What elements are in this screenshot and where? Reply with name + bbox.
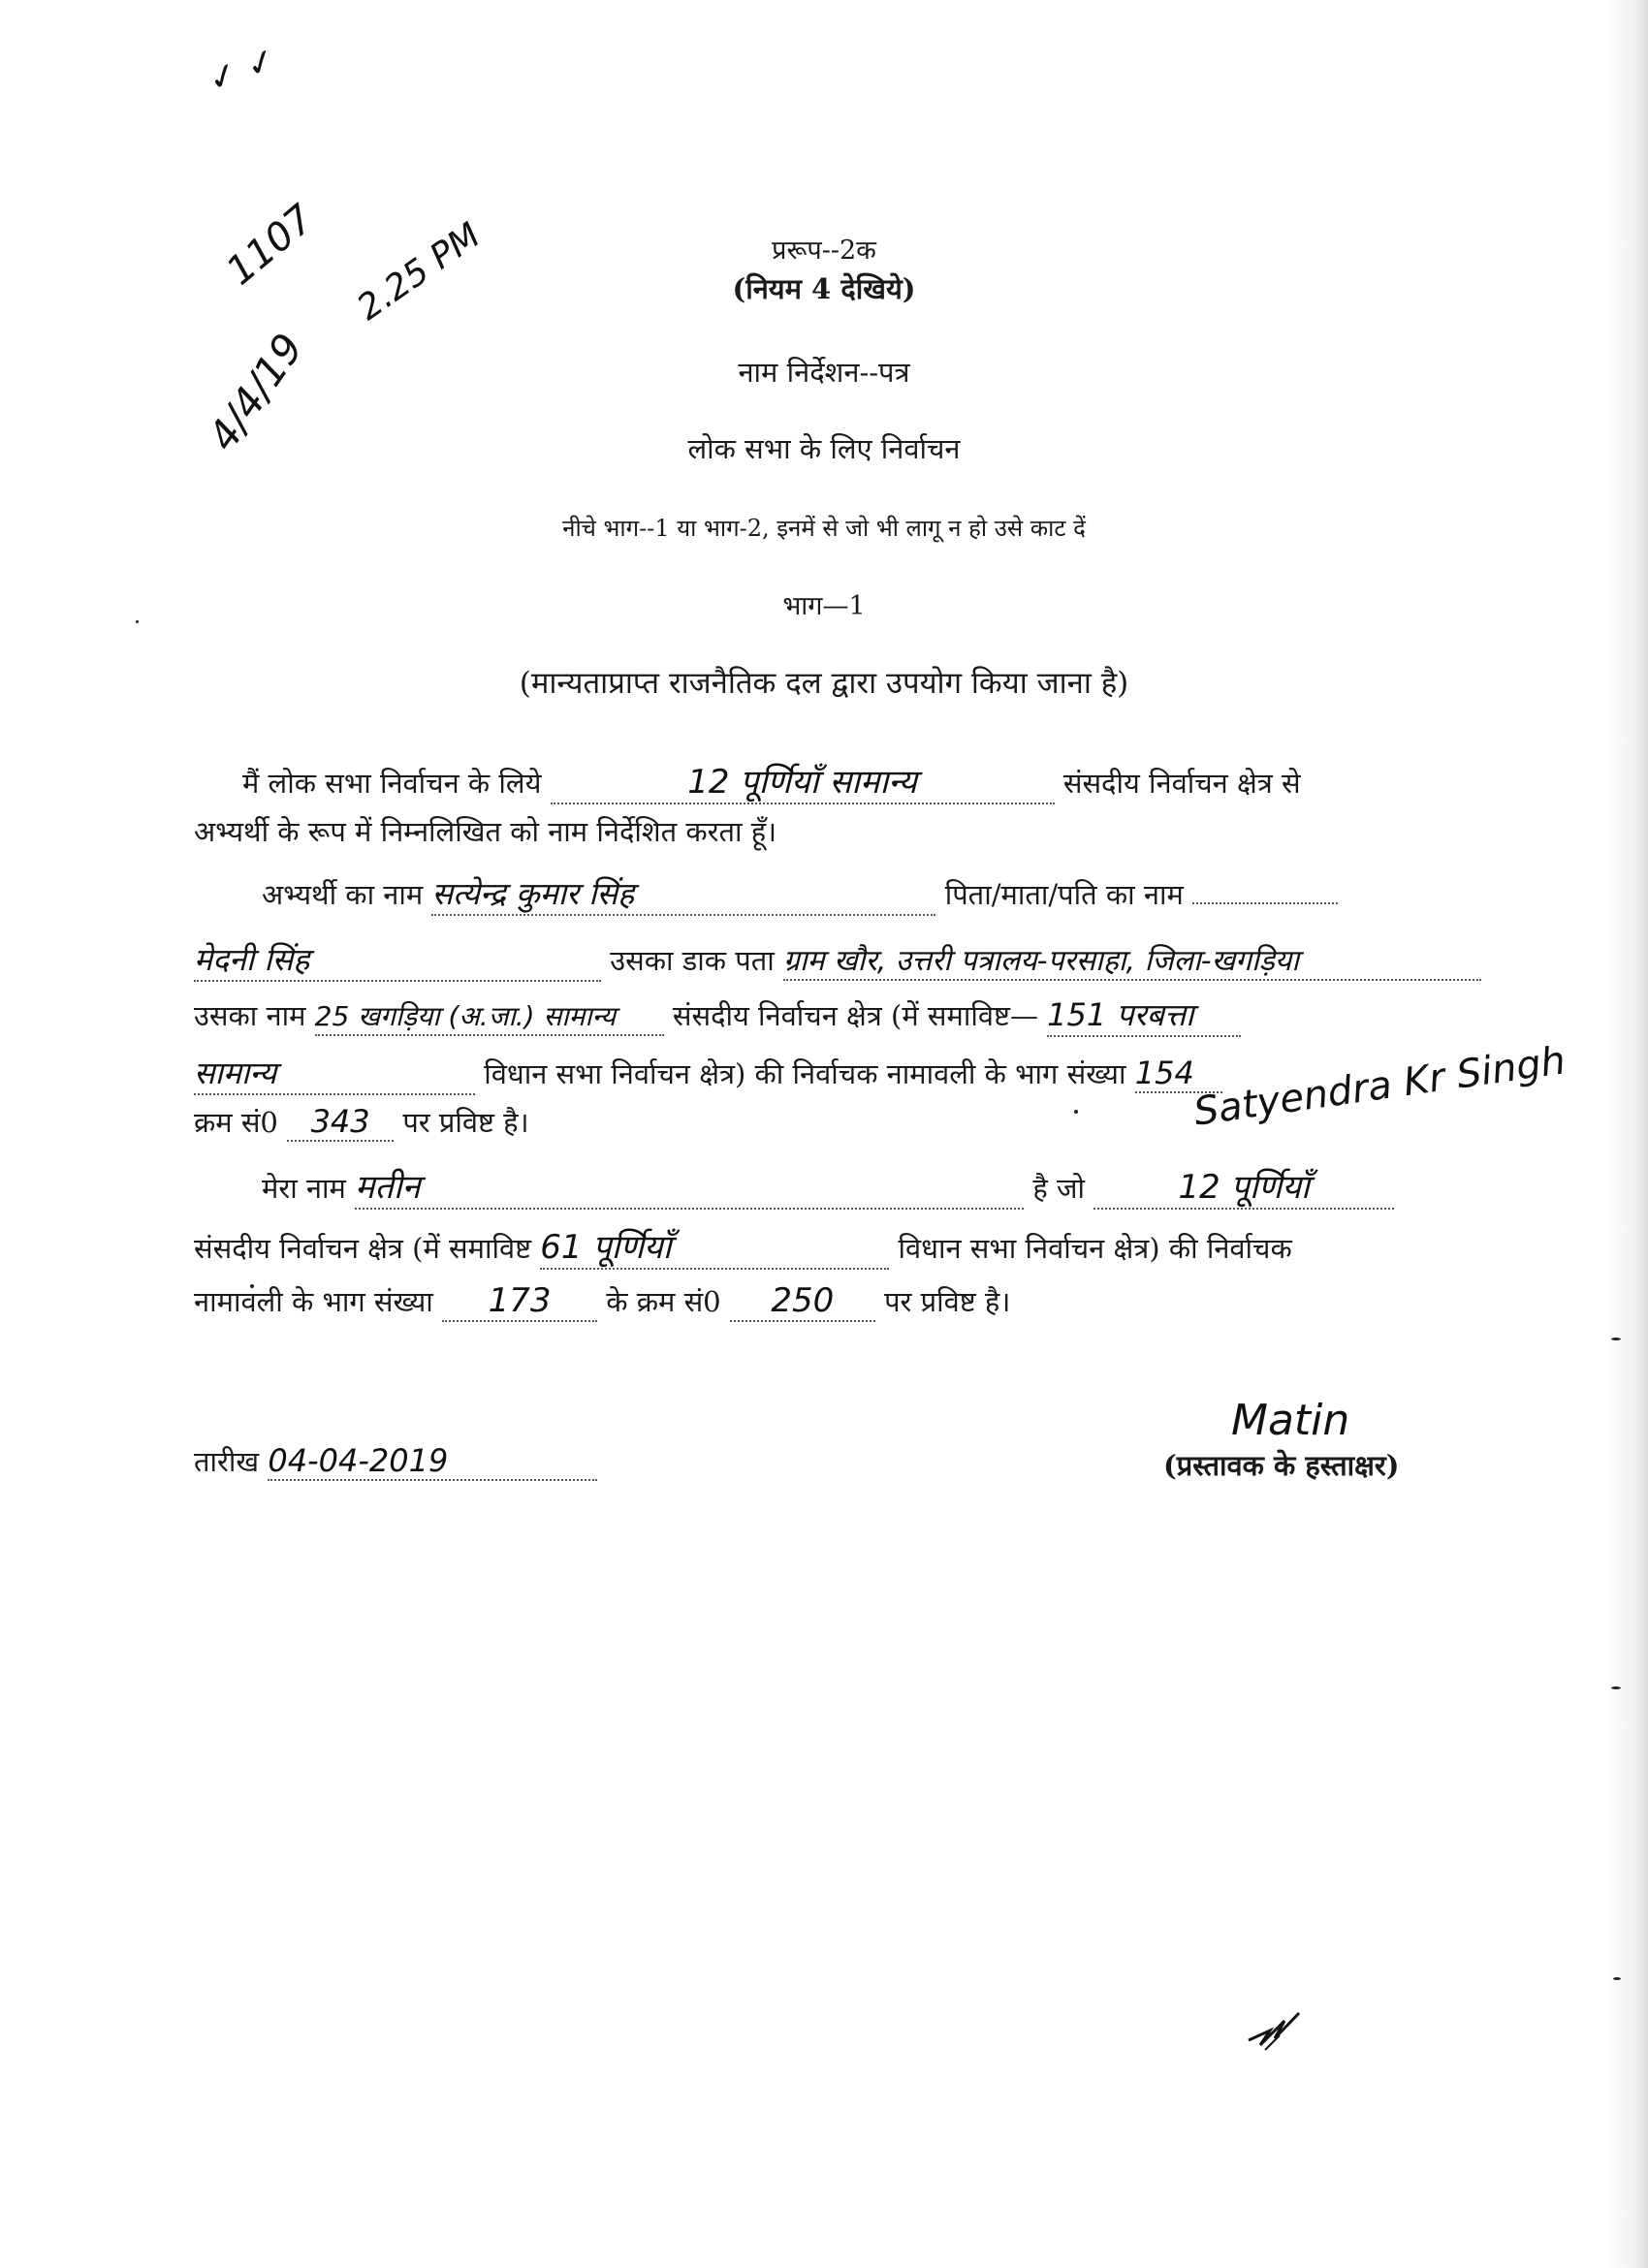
line5-prefix: उसका नाम xyxy=(194,999,306,1032)
parent-name-label: पिता/माता/पति का नाम xyxy=(944,878,1184,911)
proposer-ac-field: 61 पूर्णियाँ xyxy=(540,1223,889,1270)
line7-prefix: क्रम सं0 xyxy=(194,1106,278,1139)
proposer-signature: Matin xyxy=(1231,1396,1350,1445)
ac-number-field: 151 परबत्ता xyxy=(1047,993,1241,1037)
my-name-mid: है जो xyxy=(1032,1172,1085,1205)
form-number: प्ररूप--2क xyxy=(772,236,876,266)
line10-prefix: नामावली के भाग संख्या xyxy=(194,1285,433,1318)
date-row xyxy=(194,1442,597,1481)
margin-note-date: 4/4/19 xyxy=(198,325,313,459)
body-line-5 xyxy=(194,993,1241,1037)
line6-mid: विधान सभा निर्वाचन क्षेत्र) की निर्वाचक नामावली के भाग संख्या xyxy=(484,1057,1126,1090)
rule-reference: (नियम 4 देखिये) xyxy=(732,272,916,305)
pc-field: 25 खगड़िया (अ.जा.) सामान्य xyxy=(315,997,664,1036)
margin-note-time: 2.25 PM xyxy=(350,215,489,329)
constituency-field: 12 पूर्णियाँ सामान्य xyxy=(551,758,1055,804)
scan-speck xyxy=(1611,1686,1621,1689)
ac-category-field: सामान्य xyxy=(194,1052,475,1095)
body-line-7 xyxy=(194,1103,529,1142)
line10-suffix: पर प्रविष्ट है। xyxy=(884,1285,1011,1318)
margin-note-number: 1107 xyxy=(218,196,323,295)
body-line-1 xyxy=(242,758,1301,804)
proposer-name-row xyxy=(262,1163,1394,1210)
part-number-field: 154 xyxy=(1135,1055,1222,1093)
part-note: (मान्यताप्राप्त राजनैतिक दल द्वारा उपयोग किया जाना है) xyxy=(519,666,1129,701)
proposer-name-field: मतीन xyxy=(355,1163,1024,1210)
candidate-name-field: सत्येन्द्र कुमार सिंह xyxy=(431,872,935,916)
scan-speck xyxy=(1613,1977,1621,1980)
scan-edge-shadow xyxy=(1605,0,1648,2268)
candidate-name-label: अभ्यर्थी का नाम xyxy=(262,878,424,911)
ink-scribble xyxy=(1241,2001,1309,2060)
proposer-pc-field: 12 पूर्णियाँ xyxy=(1093,1163,1394,1210)
line7-suffix: पर प्रविष्ट है। xyxy=(402,1106,529,1139)
parent-name-dots xyxy=(1192,902,1338,904)
scan-speck xyxy=(1611,1338,1621,1340)
part-heading: भाग—1 xyxy=(782,591,866,621)
parent-name-field: मेदनी सिंह xyxy=(194,938,601,982)
body-line-10 xyxy=(194,1281,1010,1322)
form-subtitle: लोक सभा के लिए निर्वाचन xyxy=(687,432,961,465)
date-field: 04-04-2019 xyxy=(268,1442,597,1481)
line9-prefix: संसदीय निर्वाचन क्षेत्र (में समाविष्ट xyxy=(194,1232,532,1265)
body-line-9 xyxy=(194,1223,1292,1270)
line5-mid: संसदीय निर्वाचन क्षेत्र (में समाविष्ट— xyxy=(672,999,1038,1032)
body-line-2: अभ्यर्थी के रूप में निम्नलिखित को नाम निर्देशित करता हूँ। xyxy=(194,815,777,848)
address-label: उसका डाक पता xyxy=(610,944,775,977)
proposer-part-field: 173 xyxy=(442,1281,597,1322)
form-title: नाम निर्देशन--पत्र xyxy=(738,356,910,389)
serial-number-field: 343 xyxy=(287,1103,394,1142)
address-field: ग्राम खौर, उत्तरी पत्रालय-परसाहा, जिला-खगड़िया xyxy=(783,939,1481,981)
line1-prefix: मैं लोक सभा निर्वाचन के लिये xyxy=(242,767,542,800)
line9-suffix: विधान सभा निर्वाचन क्षेत्र) की निर्वाचक xyxy=(898,1232,1292,1265)
line10-mid: के क्रम सं0 xyxy=(606,1285,721,1318)
line1-suffix: संसदीय निर्वाचन क्षेत्र से xyxy=(1062,767,1301,800)
address-row xyxy=(194,938,1481,982)
scan-speck xyxy=(1074,1110,1078,1114)
candidate-name-row xyxy=(262,872,1338,916)
margin-tick-marks: ✓ ✓ xyxy=(203,39,282,102)
body-line-6 xyxy=(194,1052,1222,1095)
proposer-serial-field: 250 xyxy=(730,1281,875,1322)
signature-label: (प्रस्तावक के हस्ताक्षर) xyxy=(1163,1449,1400,1482)
my-name-label: मेरा नाम xyxy=(262,1172,346,1205)
instruction-line: नीचे भाग--1 या भाग-2, इनमें से जो भी लागू न हो उसे काट दें xyxy=(562,515,1086,542)
candidate-signature: Satyendra Kr Singh xyxy=(1190,1038,1569,1135)
date-label: तारीख xyxy=(194,1445,260,1478)
